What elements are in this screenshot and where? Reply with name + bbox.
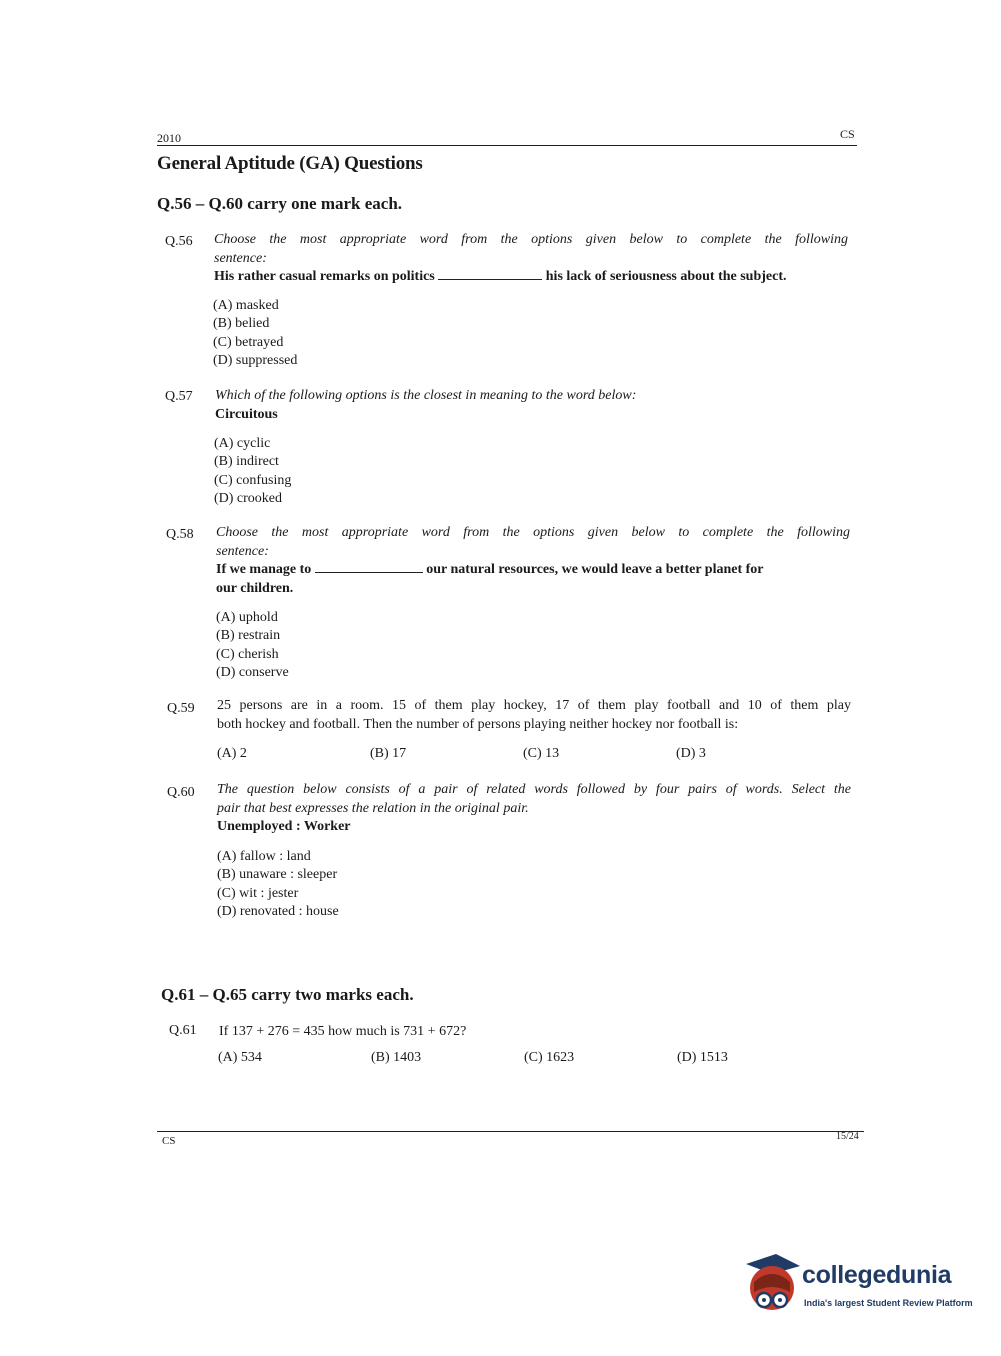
- page-title: General Aptitude (GA) Questions: [157, 153, 423, 174]
- q57-number: Q.57: [165, 389, 193, 404]
- q56-blank: [438, 279, 542, 280]
- q58-option-c: (C) cherish: [216, 646, 279, 662]
- q57-options: [214, 435, 291, 508]
- q58-option-d: (D) conserve: [216, 664, 289, 680]
- q57-option-c: (C) confusing: [214, 472, 292, 488]
- q56-options: [213, 297, 297, 370]
- q56-number: Q.56: [165, 234, 193, 249]
- q56-option-b: (B) belied: [213, 316, 270, 332]
- q60-option-a: (A) fallow : land: [217, 849, 311, 864]
- q59-number: Q.59: [167, 701, 195, 716]
- q57-option-b: (B) indirect: [214, 454, 279, 470]
- q61-number: Q.61: [169, 1023, 197, 1038]
- q59-option-b: (B) 17: [370, 746, 407, 761]
- q56-option-c: (C) betrayed: [213, 334, 284, 350]
- q60-question: [217, 781, 851, 837]
- q58-option-a: (A) uphold: [216, 610, 278, 625]
- header-paper-code: CS: [840, 127, 855, 141]
- q60-pair: Unemployed : Worker: [217, 819, 351, 834]
- q58-question: [216, 524, 850, 598]
- q59-text-line1: 25 persons are in a room. 15 of them play hockey, 17 of them play football and 10 of them play: [217, 698, 851, 713]
- q57-option-a: (A) cyclic: [214, 436, 271, 451]
- q60-instruction-line1: The question below consists of a pair of related words followed by four pairs of words. Select the: [217, 782, 851, 797]
- q58-sentence-part1: If we manage to: [216, 562, 312, 577]
- q59-option-d: (D) 3: [676, 746, 706, 761]
- watermark-brand: collegedunia: [802, 1261, 952, 1289]
- q61-text: If 137 + 276 = 435 how much is 731 + 672?: [219, 1024, 467, 1039]
- q59-options: [217, 746, 837, 762]
- q59-question: [217, 697, 851, 734]
- q59-option-a: (A) 2: [217, 746, 247, 761]
- q58-sentence: [216, 561, 850, 580]
- q58-sentence-part3: our children.: [216, 580, 294, 596]
- q58-instruction-line2: sentence:: [216, 543, 269, 559]
- q60-number: Q.60: [167, 785, 195, 800]
- q58-sentence-part2: our natural resources, we would leave a better planet for: [426, 562, 764, 577]
- q60-instruction-line2: pair that best expresses the relation in the original pair.: [217, 800, 529, 816]
- q58-options: [216, 609, 289, 682]
- q60-options: [217, 848, 339, 921]
- q56-option-a: (A) masked: [213, 298, 279, 313]
- watermark-tagline: India's largest Student Review Platform: [804, 1298, 973, 1308]
- footer-rule: [157, 1131, 864, 1132]
- q56-option-d: (D) suppressed: [213, 352, 298, 368]
- section-heading-two-marks: Q.61 – Q.65 carry two marks each.: [161, 985, 414, 1004]
- footer-paper-code: CS: [162, 1135, 176, 1147]
- q58-option-b: (B) restrain: [216, 628, 281, 644]
- q56-sentence-part1: His rather casual remarks on politics: [214, 269, 435, 284]
- q57-instruction: Which of the following options is the closest in meaning to the word below:: [215, 388, 637, 403]
- q56-sentence-part2: his lack of seriousness about the subject.: [545, 269, 787, 284]
- q59-text-line2: both hockey and football. Then the number of persons playing neither hockey nor football is:: [217, 716, 739, 732]
- q56-instruction-line2: sentence:: [214, 250, 267, 266]
- q58-instruction-line1: Choose the most appropriate word from the options given below to complete the following: [216, 525, 850, 540]
- q61-options: [218, 1050, 838, 1066]
- footer-page-number: 15/24: [836, 1131, 859, 1142]
- q57-question: [215, 387, 849, 424]
- q61-option-b: (B) 1403: [371, 1050, 422, 1065]
- q60-option-b: (B) unaware : sleeper: [217, 867, 338, 883]
- q56-sentence: [214, 268, 848, 287]
- q57-word: Circuitous: [215, 406, 278, 422]
- q61-option-c: (C) 1623: [524, 1050, 575, 1065]
- q60-option-d: (D) renovated : house: [217, 903, 339, 919]
- q60-option-c: (C) wit : jester: [217, 885, 299, 901]
- q58-blank: [315, 572, 423, 573]
- q57-option-d: (D) crooked: [214, 490, 283, 506]
- q56-question: [214, 231, 848, 287]
- q59-option-c: (C) 13: [523, 746, 560, 761]
- q56-instruction-line1: Choose the most appropriate word from the options given below to complete the following: [214, 232, 848, 247]
- q61-option-d: (D) 1513: [677, 1050, 728, 1065]
- q61-option-a: (A) 534: [218, 1050, 262, 1065]
- section-heading-one-mark: Q.56 – Q.60 carry one mark each.: [157, 194, 403, 213]
- header-rule: [157, 145, 857, 146]
- header-year: 2010: [157, 131, 181, 145]
- q58-number: Q.58: [166, 527, 194, 542]
